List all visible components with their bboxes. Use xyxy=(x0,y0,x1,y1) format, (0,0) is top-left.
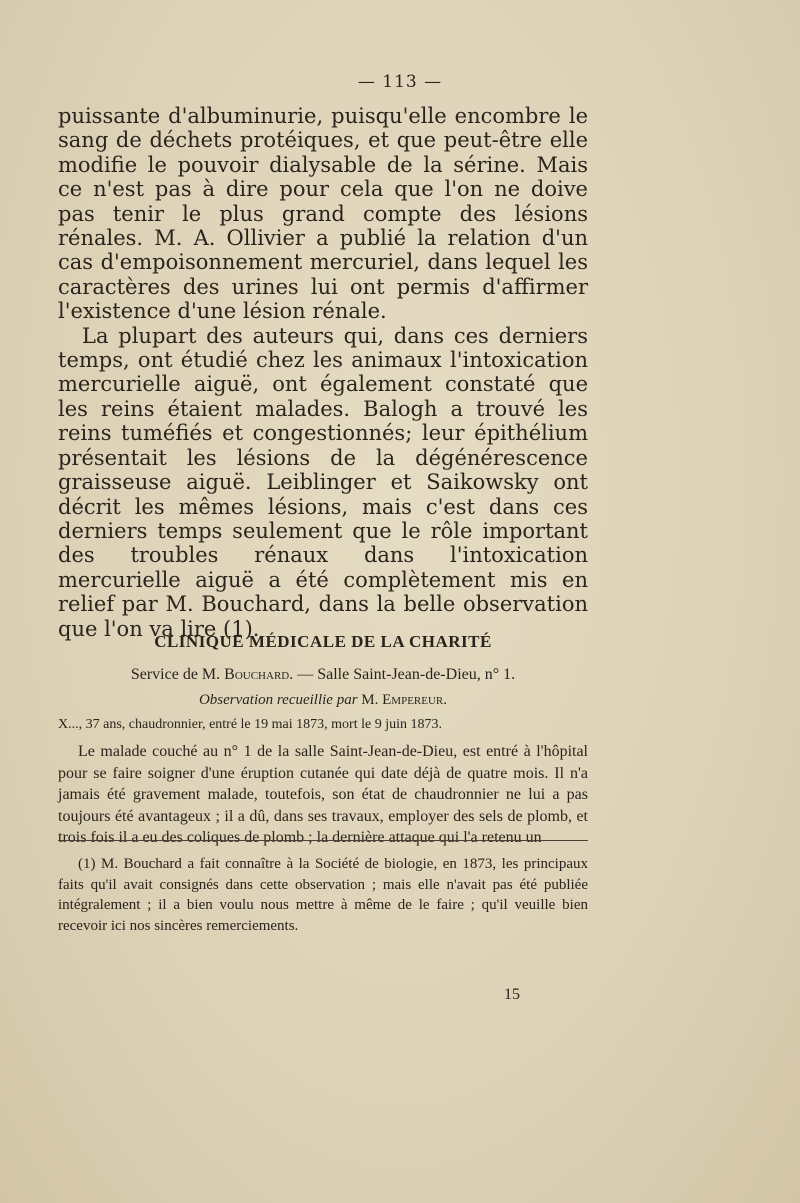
observation-line xyxy=(58,692,588,709)
service-suffix: . — Salle Saint-Jean-de-Dieu, n° 1. xyxy=(289,666,516,683)
paragraph-2: La plupart des auteurs qui, dans ces derniers temps, ont étudié chez les animaux l'intoxication mercurielle aiguë, ont également constaté que les reins étaient malades. Balogh a trouvé les reins tuméfiés et congestionnés; leur épithélium présentait les lésions de la dégénérescence graisseuse aiguë. Leiblinger et Saikowsky ont décrit les mêmes lésions, mais c'est dans ces derniers temps seulement que le rôle important des troubles rénaux dans l'intoxication mercurielle aiguë a été complètement mis en relief par M. Bouchard, dans la belle observation que l'on va lire (1). xyxy=(58,323,588,641)
clinical-section xyxy=(58,632,588,849)
footnote xyxy=(58,854,588,936)
section-title: CLINIQUE MÉDICALE DE LA CHARITÉ xyxy=(154,632,492,651)
patient-line: X..., 37 ans, chaudronnier, entré le 19 mai 1873, mort le 9 juin 1873. xyxy=(58,717,442,732)
observation-name: M. Empereur. xyxy=(361,692,448,708)
service-prefix: Service de M. xyxy=(130,666,221,683)
observation-text: Le malade couché au n° 1 de la salle Saint-Jean-de-Dieu, est entré à l'hôpital pour se faire soigner d'une éruption cutanée qui date déjà de quatre mois. Il n'a jamais été gravement malade, toutefois, son état de chaudronnier ne lui a pas toujours été avantageux ; il a dû, dans ses travaux, employer des sels de plomb, et trois fois il a eu des coliques de plomb ; la dernière attaque qui l'a retenu un xyxy=(58,743,588,847)
signature-mark: 15 xyxy=(504,986,520,1003)
footnote-divider xyxy=(58,840,588,841)
footnote-text: (1) M. Bouchard a fait connaître à la Société de biologie, en 1873, les principaux faits qu'il avait consignés dans cette observation ; mais elle n'avait pas été publiée intégralement ; il a bien voulu nous mettre à même de le faire ; qu'il veuille bien recevoir ici nos sincères remerciements. xyxy=(58,856,588,934)
observation-prefix: Observation recueillie par xyxy=(198,692,358,708)
main-text xyxy=(58,104,588,641)
paragraph-1: puissante d'albuminurie, puisqu'elle encombre le sang de déchets protéiques, et que peut-être elle modifie le pouvoir dialysable de la sérine. Mais ce n'est pas à dire pour cela que l'on ne doive pas tenir le plus grand compte des lésions rénales. M. A. Ollivier a publié la relation d'un cas d'empoisonnement mercuriel, dans lequel les caractères des urines lui ont permis d'affirmer l'existence d'une lésion rénale. xyxy=(58,104,588,324)
service-name: Bouchard xyxy=(224,666,290,683)
service-line xyxy=(58,666,588,684)
page-number: — 113 — xyxy=(357,72,443,92)
